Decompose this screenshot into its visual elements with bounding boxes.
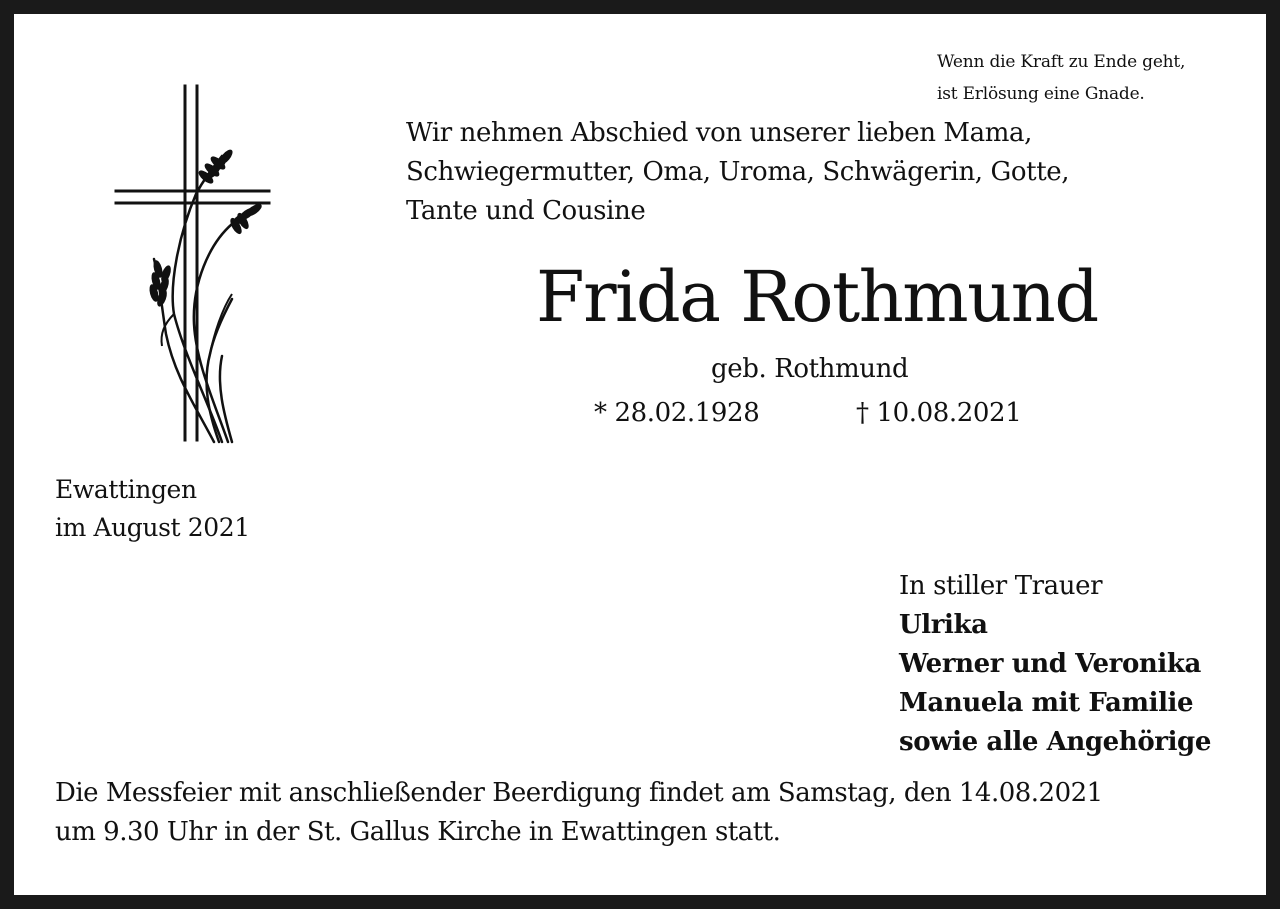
service-line-2: um 9.30 Uhr in der St. Gallus Kirche in Ewattingen statt. [55, 817, 781, 847]
cross-with-wheat-icon [114, 84, 274, 444]
maiden-name: geb. Rothmund [711, 354, 909, 384]
farewell-intro [406, 114, 1069, 231]
mourner-name: sowie alle Angehörige [899, 727, 1211, 757]
death-date: † 10.08.2021 [856, 398, 1022, 428]
place-line-1: Ewattingen [55, 475, 197, 504]
motto-line-2: ist Erlösung eine Gnade. [937, 84, 1145, 104]
mourner-name: Werner und Veronika [899, 649, 1201, 679]
deceased-name: Frida Rothmund [536, 256, 1098, 338]
birth-date: * 28.02.1928 [594, 398, 760, 428]
funeral-service-info [55, 774, 1103, 852]
mourner-name: Manuela mit Familie [899, 688, 1194, 718]
motto-line-1: Wenn die Kraft zu Ende geht, [937, 52, 1186, 72]
obituary-notice [14, 14, 1266, 895]
intro-line-3: Tante und Cousine [406, 196, 646, 226]
place-and-date [55, 471, 250, 547]
intro-line-1: Wir nehmen Abschied von unserer lieben Mama, [406, 118, 1032, 148]
place-line-2: im August 2021 [55, 513, 250, 542]
mourners-intro: In stiller Trauer [899, 571, 1103, 601]
mourner-name: Ulrika [899, 610, 988, 640]
service-line-1: Die Messfeier mit anschließender Beerdigung findet am Samstag, den 14.08.2021 [55, 778, 1103, 808]
intro-line-2: Schwiegermutter, Oma, Uroma, Schwägerin, Gotte, [406, 157, 1070, 187]
mourners [899, 567, 1211, 762]
motto [937, 46, 1185, 110]
